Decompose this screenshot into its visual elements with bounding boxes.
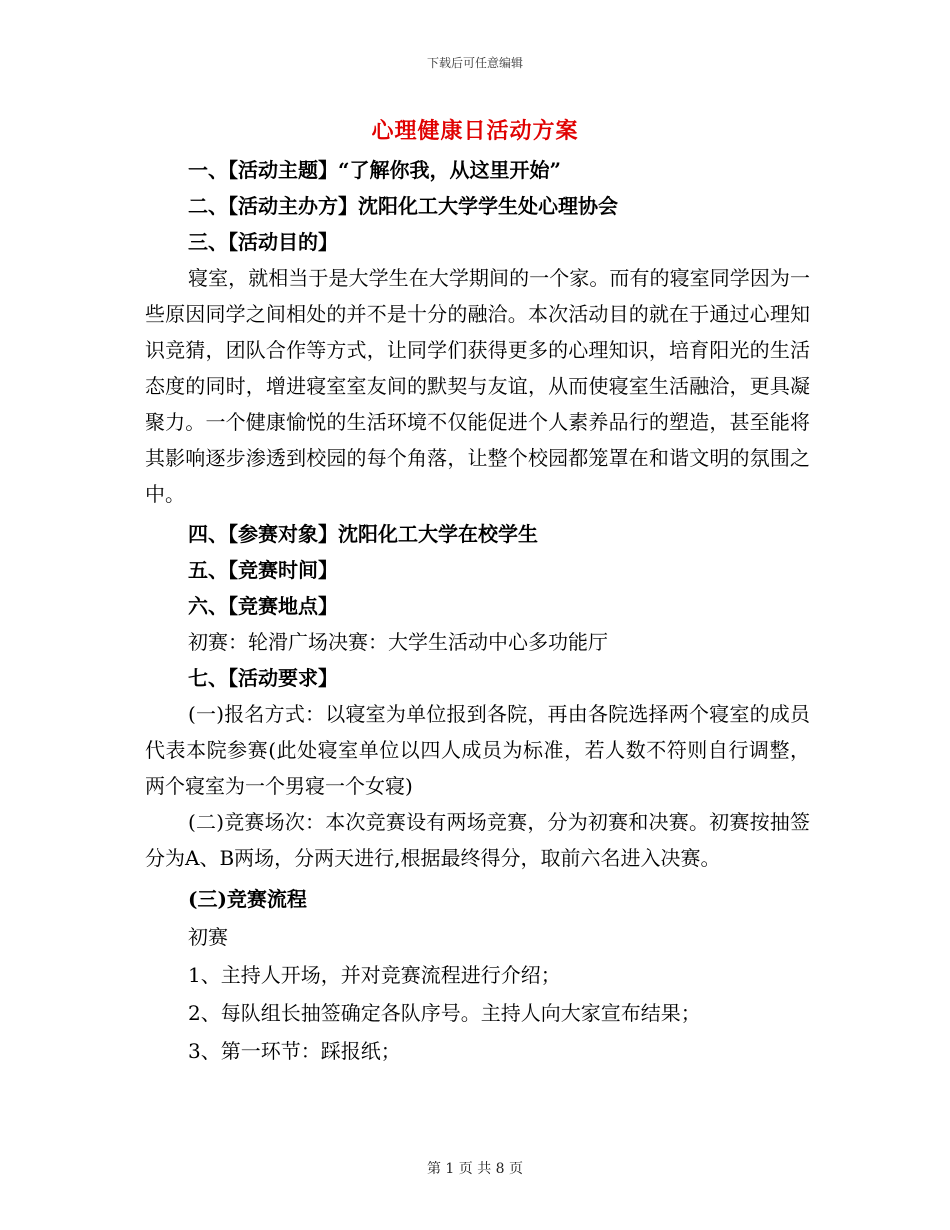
document-body bbox=[145, 152, 810, 1070]
rounds-paragraph: (二)竞赛场次：本次竞赛设有两场竞赛，分为初赛和决赛。初赛按抽签分为A、B两场，分两天进行,根据最终得分，取前六名进入决赛。 bbox=[145, 810, 810, 870]
section-venue: 六、【竞赛地点】 bbox=[188, 594, 338, 618]
purpose-paragraph: 寝室，就相当于是大学生在大学期间的一个家。而有的寝室同学因为一些原因同学之间相处的并不是十分的融洽。本次活动目的就在于通过心理知识竞猜，团队合作等方式，让同学们获得更多的心理知识，培育阳光的生活态度的同时，增进寝室室友间的默契与友谊，从而使寝室生活融洽，更具凝聚力。一个健康愉悦的生活环境不仅能促进个人素养品行的塑造，甚至能将其影响逐步渗透到校园的每个角落，让整个校园都笼罩在和谐文明的氛围之中。 bbox=[145, 266, 810, 506]
page-header: 下载后可任意编辑 bbox=[426, 56, 523, 70]
section-purpose: 三、【活动目的】 bbox=[188, 230, 338, 254]
procedure-step-1: 1、主持人开场，并对竞赛流程进行介绍； bbox=[188, 963, 561, 987]
section-participants: 四、【参赛对象】沈阳化工大学在校学生 bbox=[188, 522, 538, 546]
prelim-label: 初赛 bbox=[188, 925, 228, 949]
section-requirements: 七、【活动要求】 bbox=[188, 666, 338, 690]
procedure-step-2: 2、每队组长抽签确定各队序号。主持人向大家宣布结果； bbox=[188, 1001, 701, 1025]
document-title: 心理健康日活动方案 bbox=[371, 118, 579, 144]
page-footer: 第 1 页 共 8 页 bbox=[426, 1161, 524, 1177]
registration-paragraph: (一)报名方式：以寝室为单位报到各院，再由各院选择两个寝室的成员代表本院参赛(此处寝室单位以四人成员为标准，若人数不符则自行调整，两个寝室为一个男寝一个女寝) bbox=[145, 702, 810, 798]
section-time: 五、【竞赛时间】 bbox=[188, 558, 338, 582]
procedure-step-3: 3、第一环节：踩报纸； bbox=[188, 1039, 401, 1063]
section-organizer: 二、【活动主办方】沈阳化工大学学生处心理协会 bbox=[188, 194, 618, 218]
venue-text: 初赛：轮滑广场决赛：大学生活动中心多功能厅 bbox=[188, 630, 608, 654]
section-procedure: (三)竞赛流程 bbox=[188, 887, 307, 911]
section-theme: 一、【活动主题】“了解你我，从这里开始” bbox=[188, 158, 562, 182]
